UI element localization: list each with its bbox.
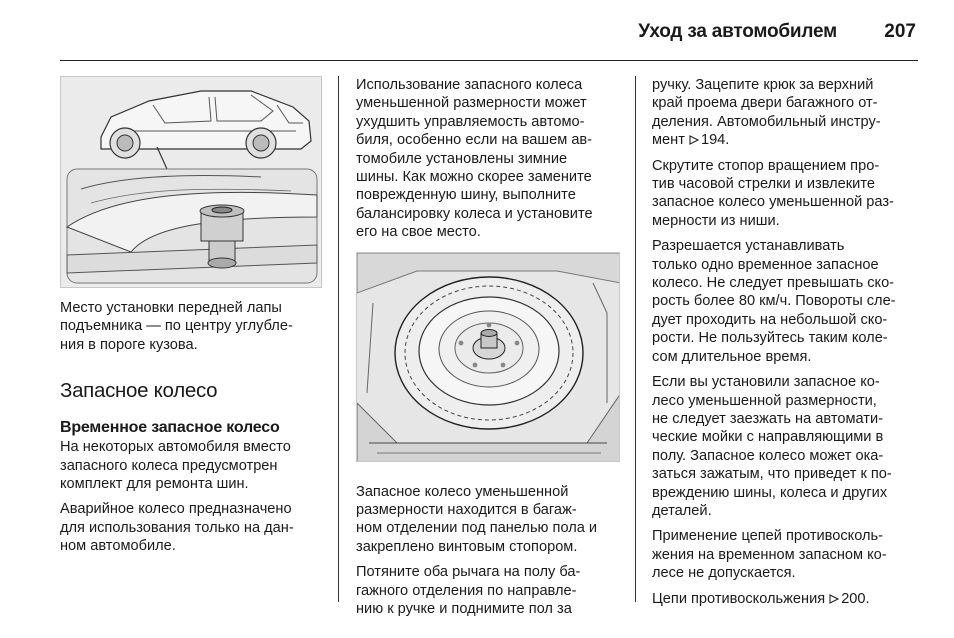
paragraph-repair-kit: На некоторых автомобиля вместо запасного колеса предусмотрен комплект для ремонта шин. [60, 439, 291, 493]
paragraph-emergency-wheel: Аварийное колесо предназначено для использования только на дан- ном автомобиле. [60, 501, 294, 555]
paragraph-snow-chains: Применение цепей противосколь- жения на временном запасном ко- лесе не допускается. [652, 528, 887, 582]
column-3 [652, 76, 920, 608]
reference-page-tools[interactable]: 194. [700, 132, 730, 149]
paragraph-speed-limit: Разрешается устанавливать только одно временное запасное колесо. Не следует превышать ско- рость более 80 км/ч. Повороты сле- дует проходить на небольшой ско- рости. Не пользуйтесь таким коле- сом длительное время. [652, 238, 896, 365]
reference-arrow-icon[interactable] [829, 594, 839, 604]
column-divider-2 [635, 76, 636, 602]
paragraph-snow-chains-ref [652, 590, 920, 608]
figure-lift-point [60, 76, 322, 288]
reference-arrow-icon[interactable] [689, 135, 699, 145]
paragraph-car-wash: Если вы установили запасное ко- лесо уменьшенной размерности, не следует заезжать на автомати- ческие мойки с направляющими в полу. Запасное колесо может ока- заться зажатым, что приведет к по- вреждению шины, колеса и других деталей. [652, 374, 892, 519]
column-divider-1 [338, 76, 339, 602]
section-heading-spare-wheel: Запасное колесо [60, 379, 218, 403]
paragraph-lift-floor: Потяните оба рычага на полу ба- гажного отделения по направле- нию к ручке и поднимите пол за [356, 564, 581, 618]
spare-wheel-illustration [357, 253, 620, 462]
column-2 [356, 76, 620, 619]
reference-page-snow-chains[interactable]: 200. [841, 590, 870, 607]
paragraph-remove-spare: Скрутите стопор вращением про- тив часовой стрелки и извлеките запасное колесо уменьшенной раз- мерности из ниши. [652, 157, 894, 229]
header-divider [60, 60, 918, 61]
page-header-title: Уход за автомобилем [638, 21, 837, 42]
figure-caption-lift: Место установки передней лапы подъемника — по центру углубле- ния в пороге кузова. [60, 300, 293, 353]
figure-caption-spare-wheel: Запасное колесо уменьшенной размерности находится в багаж- ном отделении под панелью пола и закреплено винтовым стопором. [356, 483, 598, 555]
column-1 [60, 76, 322, 556]
paragraph-hook-tools-text: ручку. Зацепите крюк за верхний край проема двери багажного от- деления. Автомобильный инстру- мент [652, 77, 881, 149]
paragraph-spare-handling: Использование запасного колеса уменьшенной размерности может ухудшить управляемость автомо- биля, особенно если на вашем ав- томобиле установлены зимние шины. Как можно скорее замените поврежденную шину, выполните балансировку колеса и установите его на свое место. [356, 77, 593, 241]
page-number: 207 [884, 21, 916, 42]
paragraph-snow-chains-ref-text: Цепи противоскольжения [652, 590, 830, 607]
lift-point-illustration [61, 77, 322, 288]
figure-spare-wheel [356, 252, 620, 462]
paragraph-hook-tools [652, 76, 920, 150]
subsection-heading-temporary-spare: Временное запасное колесо [60, 419, 280, 437]
